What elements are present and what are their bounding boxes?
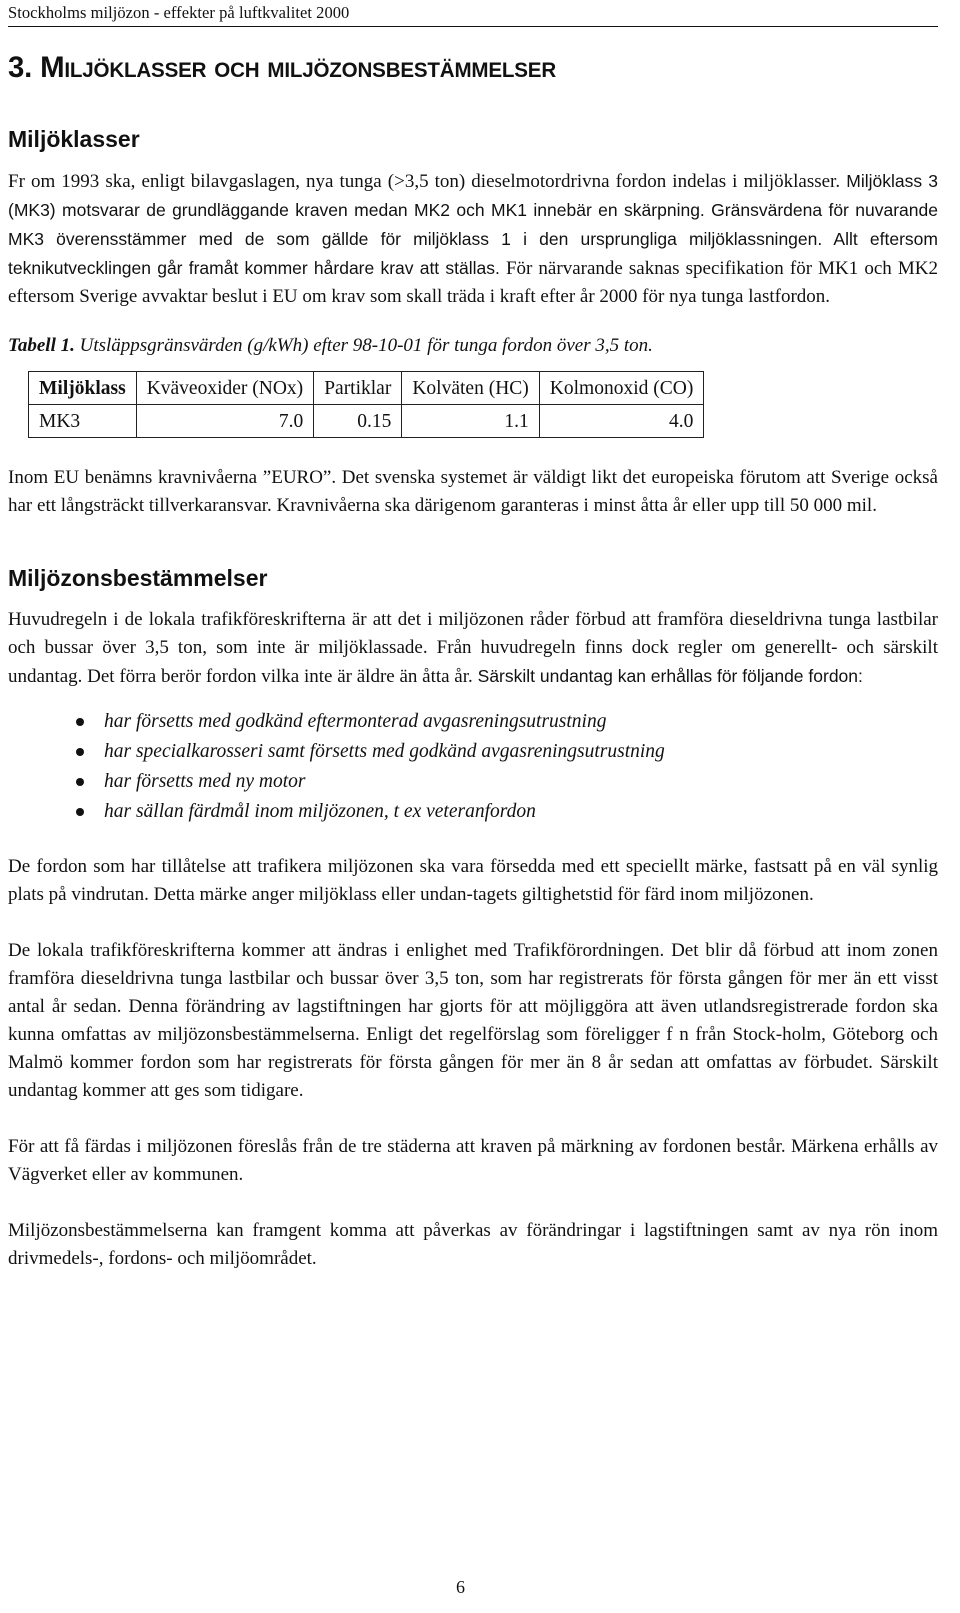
document-page: [8, 0, 938, 1273]
bullet-icon: [76, 808, 84, 816]
paragraph-euro-levels: Inom EU benämns kravnivåerna ”EURO”. Det svenska systemet är väldigt likt det europeiska förutom att Sverige också har ett långsträckt tillverkaransvar. Kravnivåerna ska därigenom garanteras i minst åtta år eller upp till 50 000 mil.: [8, 467, 938, 516]
table-cell: 4.0: [539, 405, 704, 438]
list-item: [8, 767, 938, 797]
table-cell: 7.0: [136, 405, 314, 438]
paragraph-part: Huvudregeln i de lokala trafikföreskrifterna är att det i miljözonen råder förbud att framföra dieseldrivna tunga lastbilar och bussar över 3,5 ton, som inte är miljöklassade. Från huvudregeln finns dock regler om generellt- och särskilt undantag. Det förra berör fordon vilka inte är äldre än åtta år.: [8, 609, 938, 687]
table-header-cell: Miljöklass: [29, 372, 137, 405]
table-cell: MK3: [29, 405, 137, 438]
paragraph-part: Miljöklass 3 (MK3) motsvarar de grundläggande kraven medan MK2 och MK1 innebär en skärpning. Gränsvärdena för nuvarande MK3 överensstämmer med de som gällde för miljöklass 1 i den ursprungliga miljöklassningen. Allt eftersom teknikutvecklingen går framåt kommer hårdare krav att ställas.: [8, 171, 938, 278]
table-caption-label: Tabell 1.: [8, 335, 75, 356]
table-header-cell: Kolmonoxid (CO): [539, 372, 704, 405]
page-number: 6: [456, 1577, 465, 1597]
table-cell: 1.1: [402, 405, 539, 438]
running-header: Stockholms miljözon - effekter på luftkvalitet 2000: [8, 3, 938, 27]
section-heading-miljozonsbestammelser: Miljözonsbestämmelser: [8, 565, 268, 591]
paragraph-vehicle-sign: De fordon som har tillåtelse att trafikera miljözonen ska vara försedda med ett speciellt märke, fastsatt på en väl synlig plats på vindrutan. Detta märke anger miljöklass eller undan-tagets giltighetstid för färd inom miljözonen.: [8, 856, 938, 905]
bullet-icon: [76, 748, 84, 756]
paragraph-miljoklasser-intro: [8, 167, 938, 311]
exemption-list: [8, 707, 938, 827]
table-header-cell: Kolväten (HC): [402, 372, 539, 405]
bullet-icon: [76, 718, 84, 726]
paragraph-part: För närvarande saknas specifikation för MK1 och MK2 eftersom Sverige avvaktar beslut i EU om krav som skall träda i kraft efter år 2000 för nya tunga lastfordon.: [8, 258, 938, 307]
emission-limits-table: [28, 371, 704, 438]
table-cell: 0.15: [314, 405, 402, 438]
table-caption-text: Utsläppsgränsvärden (g/kWh) efter 98-10-01 för tunga fordon över 3,5 ton.: [74, 335, 653, 356]
table-header-row: [29, 372, 704, 405]
paragraph-marking: För att få färdas i miljözonen föreslås från de tre städerna att kraven på märkning av fordonen består. Märkena erhålls av Vägverket eller av kommunen.: [8, 1136, 938, 1185]
bullet-icon: [76, 778, 84, 786]
table-header-cell: Kväveoxider (NOx): [136, 372, 314, 405]
list-item: [8, 707, 938, 737]
chapter-title: 3. Miljöklasser och miljözonsbestämmelser: [8, 51, 557, 84]
list-item: [8, 797, 938, 827]
list-item-text: har försetts med godkänd eftermonterad avgasreningsutrustning: [104, 711, 607, 732]
list-item-text: har sällan färdmål inom miljözonen, t ex veteranfordon: [104, 801, 536, 822]
table-row: [29, 405, 704, 438]
list-item-text: har specialkarosseri samt försetts med godkänd avgasreningsutrustning: [104, 741, 665, 762]
list-item-text: har försetts med ny motor: [104, 771, 306, 792]
section-heading-miljoklasser: Miljöklasser: [8, 126, 140, 152]
table-header-cell: Partiklar: [314, 372, 402, 405]
paragraph-future: Miljözonsbestämmelserna kan framgent komma att påverkas av förändringar i lagstiftningen samt av nya rön inom drivmedels-, fordons- och miljöområdet.: [8, 1220, 938, 1269]
paragraph-part: Fr om 1993 ska, enligt bilavgaslagen, nya tunga (>3,5 ton) dieselmotordrivna fordon indelas i miljöklasser.: [8, 171, 841, 192]
paragraph-part: Särskilt undantag kan erhållas för följande fordon:: [472, 666, 863, 686]
list-item: [8, 737, 938, 767]
paragraph-regulation-change: De lokala trafikföreskrifterna kommer att ändras i enlighet med Trafikförordningen. Det blir då förbud att inom zonen framföra dieseldrivna tunga lastbilar och bussar över 3,5 ton, som har registrerats för första gången för mer än ett visst antal år sedan. Denna förändring av lagstiftningen har gjorts för att möjliggöra att även utlandsregistrerade fordon ska kunna omfattas av miljözonsbestämmelserna. Enligt det regelförslag som föreligger f n från Stock-holm, Göteborg och Malmö kommer fordon som har registrerats för första gången för mer än 8 år sedan att omfattas av förbudet. Särskilt undantag kommer att ges som tidigare.: [8, 940, 938, 1101]
paragraph-main-rule: [8, 606, 938, 691]
table-caption: [8, 333, 938, 359]
